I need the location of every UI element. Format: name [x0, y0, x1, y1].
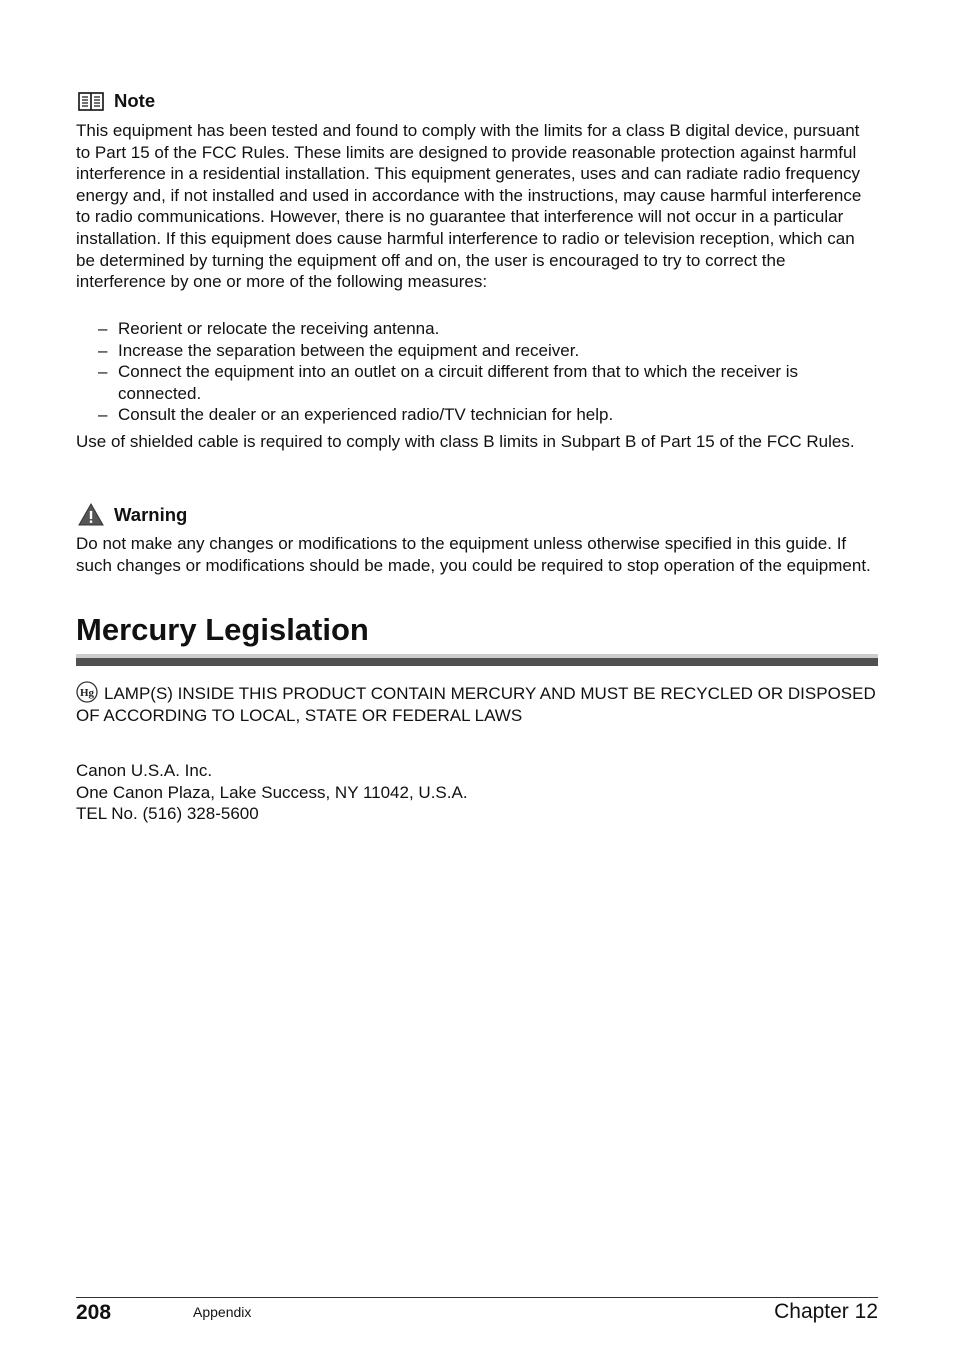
section-title: Mercury Legislation — [76, 612, 369, 647]
note-book-icon — [78, 92, 104, 111]
warning-triangle-icon — [78, 503, 104, 526]
mercury-notice — [76, 681, 878, 726]
list-item: – Increase the separation between the equipment and receiver. — [98, 340, 580, 360]
section-label: Appendix — [193, 1304, 252, 1320]
company-address — [76, 760, 878, 825]
page-number: 208 — [76, 1301, 112, 1324]
company-tel: TEL No. (516) 328-5600 — [76, 804, 259, 824]
note-heading — [78, 90, 155, 112]
company-name: Canon U.S.A. Inc. — [76, 761, 213, 780]
svg-text:Hg: Hg — [79, 687, 95, 699]
mercury-hg-icon — [76, 681, 98, 703]
note-footer: Use of shielded cable is required to comply with class B limits in Subpart B of Part 15 of the FCC Rules. — [76, 432, 855, 451]
warning-heading-label: Warning — [114, 503, 188, 525]
chapter-label: Chapter 12 — [774, 1300, 878, 1323]
list-item: – Consult the dealer or an experienced radio/TV technician for help. — [98, 405, 614, 425]
mercury-notice-text: LAMP(S) INSIDE THIS PRODUCT CONTAIN MERCURY AND MUST BE RECYCLED OR DISPOSED OF ACCORDING TO LOCAL, STATE OR FEDERAL LAWS — [76, 684, 876, 725]
footer-rule — [76, 1297, 878, 1298]
title-rule-dark — [76, 658, 878, 666]
list-item: – Connect the equipment into an outlet on a circuit different from that to which the receiver is connected. — [98, 362, 799, 403]
warning-body: Do not make any changes or modifications to the equipment unless otherwise specified in this guide. If such changes or modifications should be made, you could be required to stop operation of the equipment. — [76, 534, 871, 575]
measures-list — [76, 318, 878, 426]
list-item: – Reorient or relocate the receiving antenna. — [98, 319, 440, 338]
company-street: One Canon Plaza, Lake Success, NY 11042, U.S.A. — [76, 782, 468, 802]
note-heading-label: Note — [114, 90, 156, 111]
warning-heading — [78, 503, 187, 526]
note-body: This equipment has been tested and found to comply with the limits for a class B digital device, pursuant to Part 15 of the FCC Rules. These limits are designed to provide reasonable protection against harmful interference in a residential installation. This equipment generates, uses and can radiate radio frequency energy and, if not installed and used in accordance with the instructions, may cause harmful interference to radio communications. However, there is no guarantee that interference will not occur in a particular installation. If this equipment does cause harmful interference to radio or television reception, which can be determined by turning the equipment off and on, the user is encouraged to try to correct the interference by one or more of the following measures: — [76, 121, 862, 292]
